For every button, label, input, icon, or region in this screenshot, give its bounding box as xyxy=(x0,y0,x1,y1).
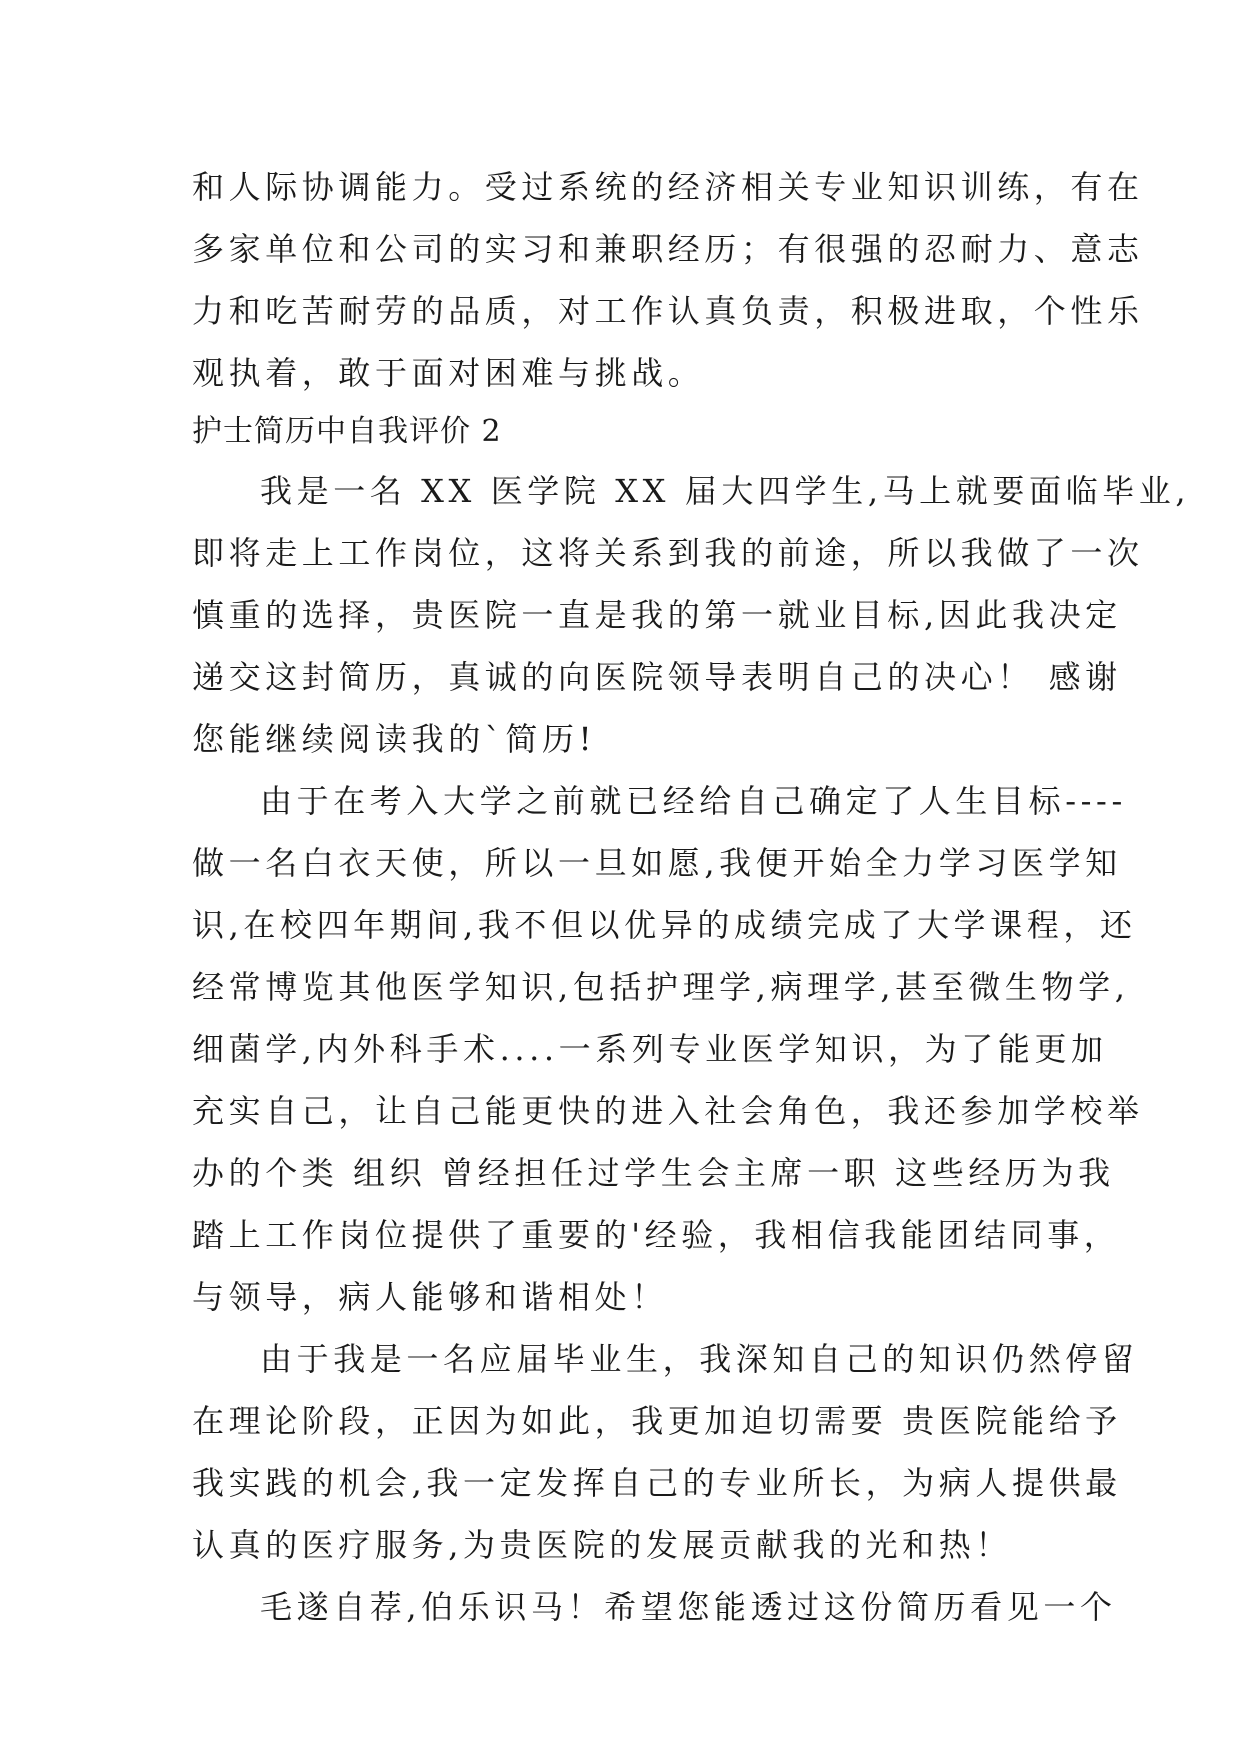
text-line: 您能继续阅读我的`简历! xyxy=(192,720,597,758)
text-line: 与领导，病人能够和谐相处！ xyxy=(192,1278,668,1316)
text-line: 识,在校四年期间,我不但以优异的成绩完成了大学课程，还 xyxy=(192,906,1137,944)
text-line: 充实自己，让自己能更快的进入社会角色，我还参加学校举 xyxy=(192,1092,1144,1130)
text-line: 我是一名 XX 医学院 XX 届大四学生,马上就要面临毕业, xyxy=(260,472,1191,510)
paragraph-4 xyxy=(192,1576,1117,1638)
text-line: 和人际协调能力。受过系统的经济相关专业知识训练，有在 xyxy=(192,168,1144,206)
paragraph-3 xyxy=(192,1328,1139,1576)
text-line: 力和吃苦耐劳的品质，对工作认真负责，积极进取，个性乐 xyxy=(192,292,1144,330)
text-line: 踏上工作岗位提供了重要的'经验，我相信我能团结同事， xyxy=(192,1216,1121,1254)
paragraph-1 xyxy=(192,460,1191,770)
text-line: 认真的医疗服务,为贵医院的发展贡献我的光和热！ xyxy=(192,1526,1012,1564)
document-page xyxy=(192,156,1191,1638)
text-line: 递交这封简历，真诚的向医院领导表明自己的决心！ 感谢 xyxy=(192,658,1122,696)
text-line: 观执着，敢于面对困难与挑战。 xyxy=(192,354,705,392)
paragraph-2 xyxy=(192,770,1144,1328)
text-line: 在理论阶段，正因为如此，我更加迫切需要 贵医院能给予 xyxy=(192,1402,1122,1440)
text-line: 毛遂自荐,伯乐识马！希望您能透过这份简历看见一个 xyxy=(260,1588,1117,1626)
text-line: 做一名白衣天使，所以一旦如愿,我便开始全力学习医学知 xyxy=(192,844,1122,882)
text-line: 我实践的机会,我一定发挥自己的专业所长，为病人提供最 xyxy=(192,1464,1122,1502)
text-line: 多家单位和公司的实习和兼职经历；有很强的忍耐力、意志 xyxy=(192,230,1144,268)
paragraph-intro xyxy=(192,156,1144,404)
section-heading: 护士简历中自我评价 2 xyxy=(192,414,502,449)
text-line: 由于我是一名应届毕业生，我深知自己的知识仍然停留 xyxy=(260,1340,1139,1378)
text-line: 经常博览其他医学知识,包括护理学,病理学,甚至微生物学, xyxy=(192,968,1130,1006)
text-line: 慎重的选择，贵医院一直是我的第一就业目标,因此我决定 xyxy=(192,596,1122,634)
text-line: 即将走上工作岗位，这将关系到我的前途，所以我做了一次 xyxy=(192,534,1144,572)
text-line: 细菌学,内外科手术....一系列专业医学知识，为了能更加 xyxy=(192,1030,1108,1068)
text-line: 办的个类 组织 曾经担任过学生会主席一职 这些经历为我 xyxy=(192,1154,1115,1192)
text-line: 由于在考入大学之前就已经给自己确定了人生目标---- xyxy=(260,782,1127,820)
